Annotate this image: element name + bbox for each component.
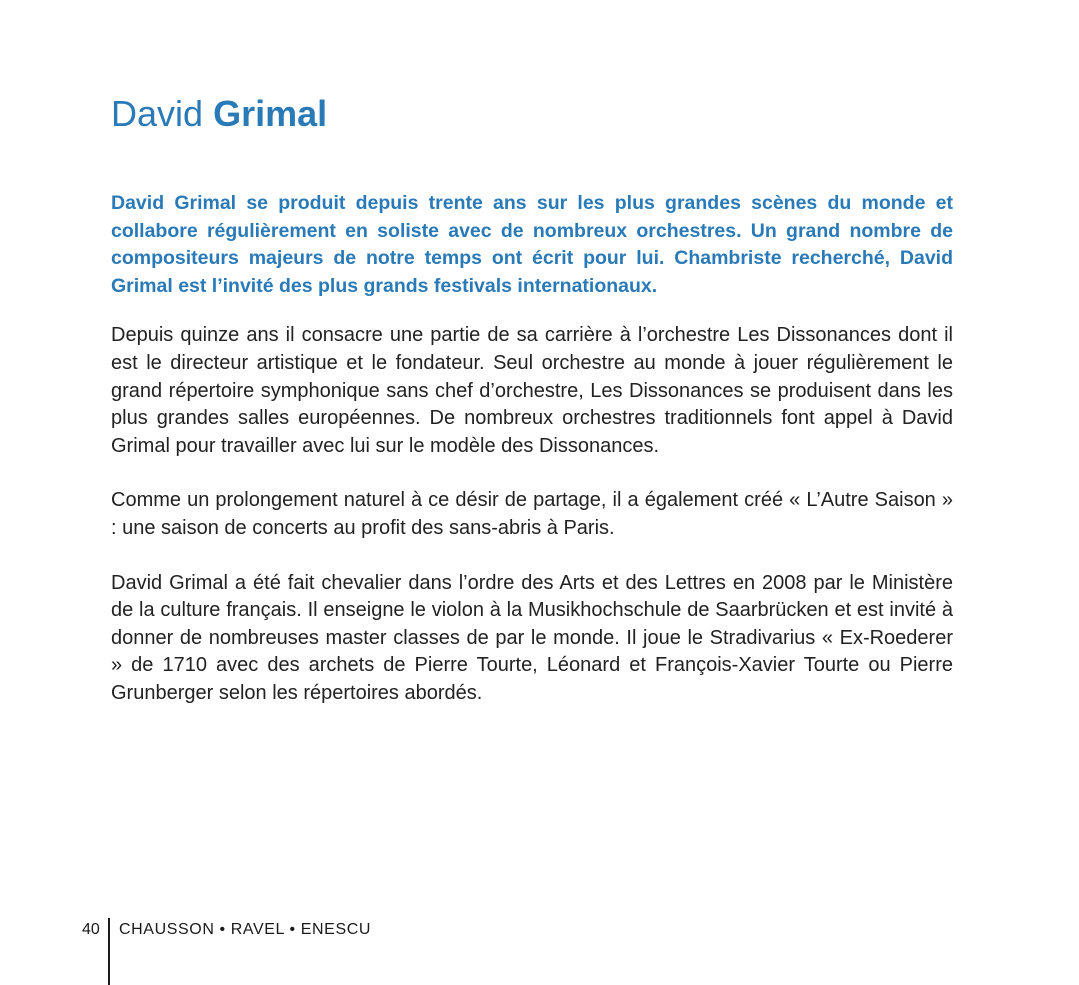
body-paragraph-3: David Grimal a été fait chevalier dans l’ordre des Arts et des Lettres en 2008 par le Ministère de la culture français. Il enseigne le violon à la Musikhochschule de Saarbrücken et est invité à donner de nombreuses master classes de par le monde. Il joue le Stradivarius « Ex-Roederer » de 1710 avec des archets de Pierre Tourte, Léonard et François-Xavier Tourte ou Pierre Grunberger selon les répertoires abordés. [111,571,953,704]
body-paragraph-1: Depuis quinze ans il consacre une partie de sa carrière à l’orchestre Les Dissonances dont il est le directeur artistique et le fondateur. Seul orchestre au monde à jouer régulièrement le grand répertoire symphonique sans chef d’orchestre, Les Dissonances se produisent dans les plus grandes salles européennes. De nombreux orchestres traditionnels font appel à David Grimal pour travailler avec lui sur le modèle des Dissonances. [111,324,953,457]
biography-text [111,190,953,735]
footer-divider [108,918,110,985]
page-footer [0,918,1079,985]
body-paragraph-2: Comme un prolongement naturel à ce désir de partage, il a également créé « L’Autre Saison » : une saison de concerts au profit des sans-abris à Paris. [111,489,953,539]
title-first-name: David [111,93,204,134]
running-title: CHAUSSON • RAVEL • ENESCU [119,921,372,938]
title-last-name: Grimal [213,93,328,134]
intro-paragraph: David Grimal se produit depuis trente ans sur les plus grandes scènes du monde et collabore régulièrement en soliste avec de nombreux orchestres. Un grand nombre de compositeurs majeurs de notre temps ont écrit pour lui. Chambriste recherché, David Grimal est l’invité des plus grands festivals internationaux. [111,192,953,297]
page-number: 40 [82,921,100,938]
page-title [111,92,327,136]
